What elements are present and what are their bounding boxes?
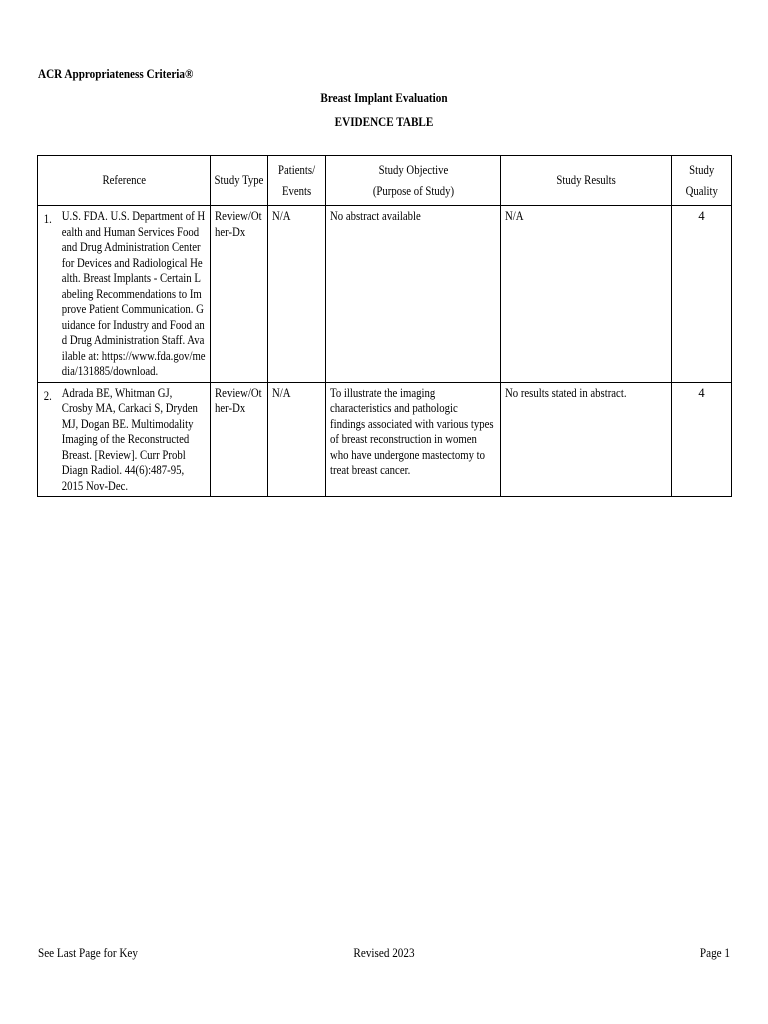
- reference-number: 1.: [43, 212, 52, 226]
- document-subtitle: EVIDENCE TABLE: [334, 114, 434, 129]
- column-header-quality: Study Quality: [672, 156, 732, 206]
- reference-cell: [38, 206, 211, 383]
- table-header-row: [38, 156, 732, 206]
- footer-page-number: Page 1: [699, 945, 730, 960]
- reference-cell: [38, 382, 211, 497]
- evidence-table: [37, 155, 732, 497]
- study-type-cell: Review/Other-Dx: [211, 206, 268, 383]
- table-row: [38, 206, 732, 383]
- org-header: ACR Appropriateness Criteria®: [38, 66, 194, 81]
- results-cell: No results stated in abstract.: [501, 382, 672, 497]
- patients-cell: N/A: [268, 206, 326, 383]
- objective-cell: To illustrate the imaging characteristics and pathologic findings associated with various types of breast reconstruction in women who have undergone mastectomy to treat breast cancer.: [326, 382, 501, 497]
- reference-text: U.S. FDA. U.S. Department of Health and Human Services Food and Drug Administration Center for Devices and Radiological Health. Breast Implants - Certain Labeling Recommendations to Improve Patient Communication. Guidance for Industry and Food and Drug Administration Staff. Available at: https://www.fda.gov/media/131885/download.: [61, 209, 206, 378]
- column-header-reference: Reference: [38, 156, 211, 206]
- results-cell: N/A: [501, 206, 672, 383]
- quality-cell: 4: [672, 382, 732, 497]
- patients-cell: N/A: [268, 382, 326, 497]
- document-title: Breast Implant Evaluation: [320, 90, 448, 105]
- reference-number: 2.: [43, 388, 52, 403]
- quality-cell: 4: [672, 206, 732, 383]
- column-header-study-type: Study Type: [211, 156, 268, 206]
- reference-text: Adrada BE, Whitman GJ, Crosby MA, Carkaci S, Dryden MJ, Dogan BE. Multimodality Imaging of the Reconstructed Breast. [Review]. Curr Probl Diagn Radiol. 44(6):487-95, 2015 Nov-Dec.: [61, 385, 198, 493]
- footer-key-note: See Last Page for Key: [38, 945, 138, 960]
- footer-revision: Revised 2023: [353, 945, 415, 960]
- objective-cell: No abstract available: [326, 206, 501, 383]
- column-header-patients: Patients/ Events: [268, 156, 326, 206]
- column-header-objective: Study Objective (Purpose of Study): [326, 156, 501, 206]
- column-header-results: Study Results: [501, 156, 672, 206]
- table-row: [38, 382, 732, 497]
- study-type-cell: Review/Other-Dx: [211, 382, 268, 497]
